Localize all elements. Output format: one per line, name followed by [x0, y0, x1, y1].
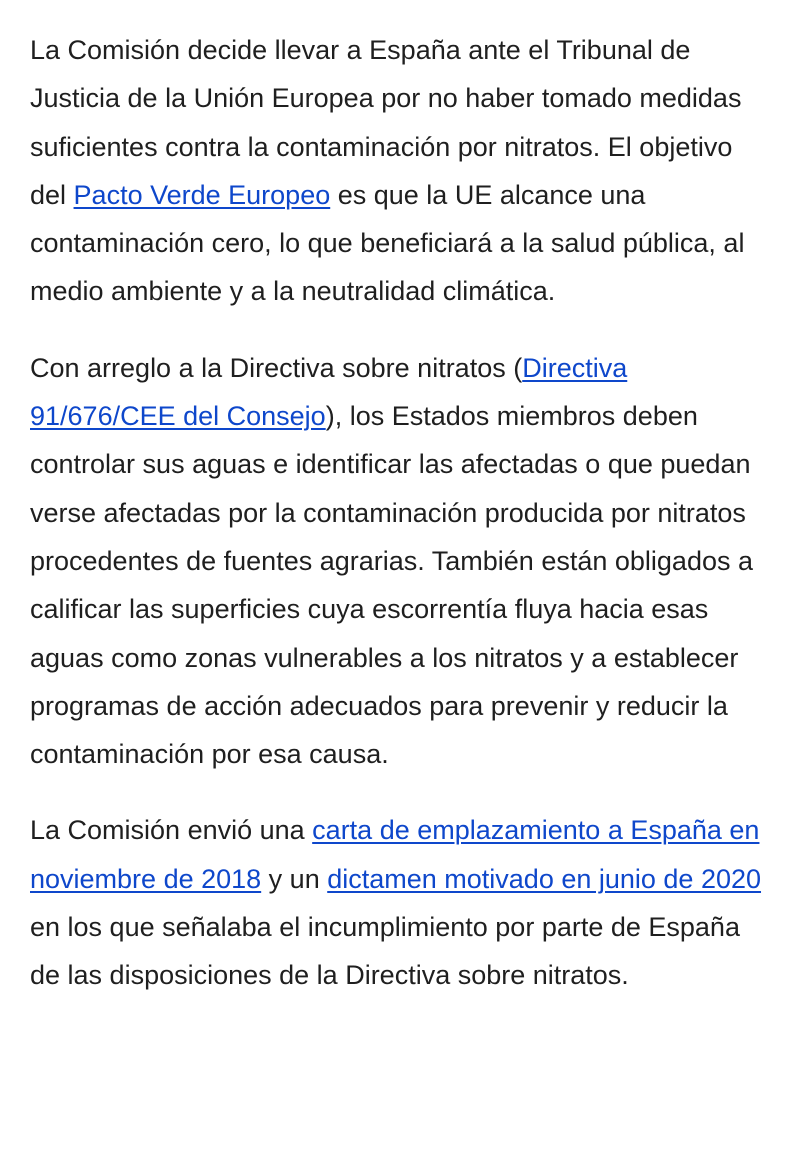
paragraph-directive: [30, 344, 772, 779]
link-pacto-verde-europeo[interactable]: Pacto Verde Europeo: [73, 179, 331, 210]
link-carta-emplazamiento[interactable]: carta de emplazamiento a España en noviembre de 2018: [30, 815, 760, 894]
paragraph-text: Con arreglo a la Directiva sobre nitratos (: [30, 352, 523, 383]
paragraph-intro: [30, 26, 772, 316]
paragraph-text: La Comisión envió una: [30, 815, 313, 846]
paragraph-text: y un: [261, 863, 328, 894]
link-dictamen-motivado[interactable]: dictamen motivado en junio de 2020: [327, 863, 762, 894]
paragraph-text: ), los Estados miembros deben controlar sus aguas e identificar las afectadas o que puedan verse afectadas por la contaminación producida por nitratos procedentes de fuentes agrarias. También están obligados a calificar las superficies cuya escorrentía fluya hacia esas aguas como zonas vulnerables a los nitratos y a establecer programas de acción adecuados para prevenir y reducir la contaminación por esa causa.: [30, 401, 753, 770]
paragraph-text: La Comisión decide llevar a España ante el Tribunal de Justicia de la Unión Europea por no haber tomado medidas suficientes contra la contaminación por nitratos. El objetivo del: [30, 35, 742, 210]
paragraph-text: es que la UE alcance una contaminación cero, lo que beneficiará a la salud pública, al medio ambiente y a la neutralidad climática.: [30, 179, 745, 307]
paragraph-text: en los que señalaba el incumplimiento por parte de España de las disposiciones de la Directiva sobre nitratos.: [30, 912, 740, 991]
paragraph-procedure: [30, 806, 772, 999]
link-directiva-91-676-cee[interactable]: Directiva 91/676/CEE del Consejo: [30, 352, 628, 432]
